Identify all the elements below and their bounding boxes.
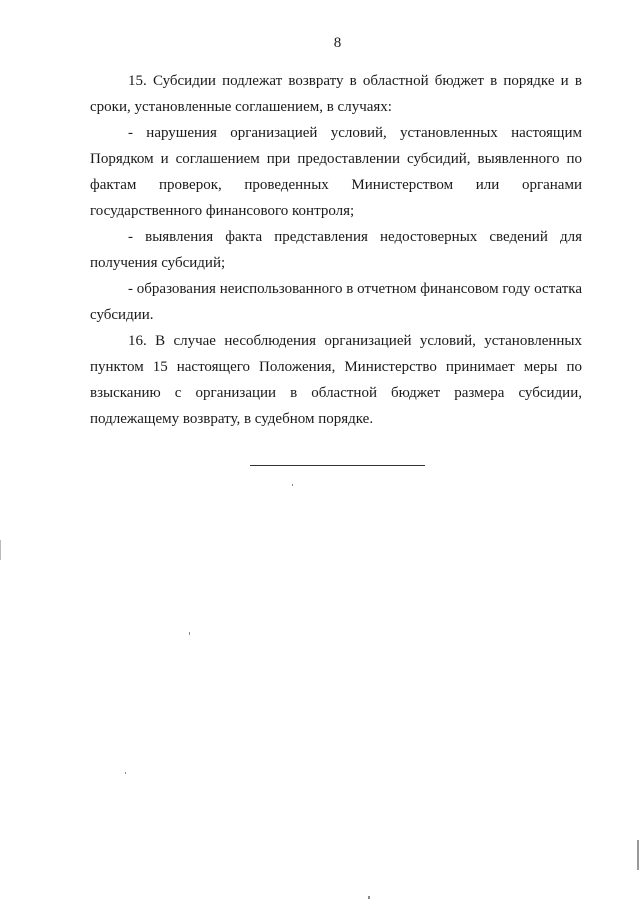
document-body xyxy=(90,68,582,432)
scan-artifact xyxy=(189,632,190,635)
scan-artifact xyxy=(368,896,370,899)
end-separator-line xyxy=(250,465,425,466)
paragraph-15-item-1: - нарушения организацией условий, установленных настоящим Порядком и соглашением при предоставлении субсидий, выявленного по фактам проверок, проведенных Министерством или органами государственного финансового контроля; xyxy=(90,125,582,219)
scan-artifact xyxy=(125,772,126,774)
scan-artifact xyxy=(0,540,1,560)
scan-artifact xyxy=(292,484,293,486)
page-number: 8 xyxy=(333,35,342,51)
paragraph-15: 15. Субсидии подлежат возврату в областной бюджет в порядке и в сроки, установленные соглашением, в случаях: xyxy=(90,73,582,115)
paragraph-16: 16. В случае несоблюдения организацией условий, установленных пунктом 15 настоящего Положения, Министерство принимает меры по взысканию с организации в областной бюджет размера субсидии, подлежащему возврату, в судебном порядке. xyxy=(90,333,582,427)
paragraph-15-item-3: - образования неиспользованного в отчетном финансовом году остатка субсидии. xyxy=(90,281,582,323)
scan-artifact xyxy=(637,840,639,870)
paragraph-15-item-2: - выявления факта представления недостоверных сведений для получения субсидий; xyxy=(90,229,582,271)
